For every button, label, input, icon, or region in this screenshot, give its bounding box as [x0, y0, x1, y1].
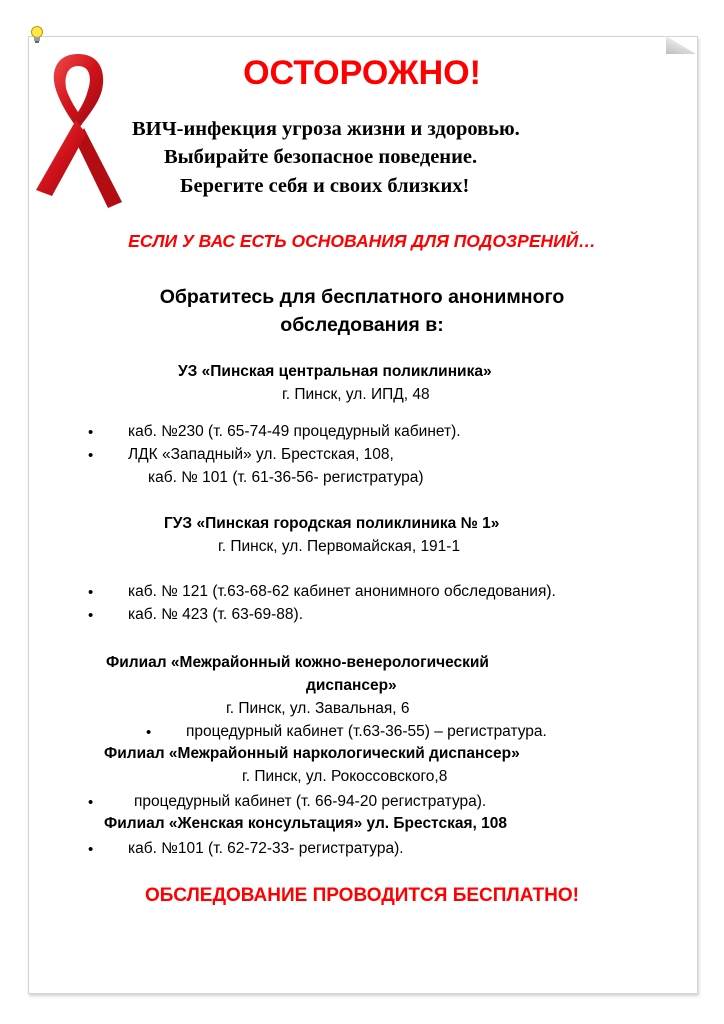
- contact-heading-line: обследования в:: [280, 314, 444, 336]
- office-item: каб. №230 (т. 65-74-49 процедурный кабинет).: [128, 423, 461, 440]
- facility-address: г. Пинск, ул. Рокоссовского,8: [242, 768, 448, 785]
- facility-address: г. Пинск, ул. Завальная, 6: [226, 700, 410, 717]
- bullet-icon: •: [88, 841, 94, 858]
- facility-name: ГУЗ «Пинская городская поликлиника № 1»: [164, 515, 500, 532]
- facility-address: г. Пинск, ул. ИПД, 48: [282, 386, 430, 403]
- bullet-icon: •: [146, 724, 152, 741]
- office-item: процедурный кабинет (т. 66-94-20 регистратура).: [134, 793, 487, 810]
- contact-heading: [0, 283, 724, 339]
- slogan-line: Берегите себя и своих близких!: [180, 175, 470, 197]
- slogan-line: ВИЧ-инфекция угроза жизни и здоровью.: [132, 118, 520, 140]
- office-item: процедурный кабинет (т.63-36-55) – регистратура.: [186, 723, 547, 740]
- office-item: каб. №101 (т. 62-72-33- регистратура).: [128, 840, 404, 857]
- free-exam-notice: ОБСЛЕДОВАНИЕ ПРОВОДИТСЯ БЕСПЛАТНО!: [145, 885, 579, 906]
- office-item: ЛДК «Западный» ул. Брестская, 108,: [128, 446, 394, 463]
- suspicion-heading: ЕСЛИ У ВАС ЕСТЬ ОСНОВАНИЯ ДЛЯ ПОДОЗРЕНИЙ…: [128, 231, 596, 251]
- office-item: каб. № 121 (т.63-68-62 кабинет анонимного обследования).: [128, 583, 556, 600]
- bullet-icon: •: [88, 424, 94, 441]
- office-item-continuation: каб. № 101 (т. 61-36-56- регистратура): [148, 469, 424, 486]
- facility-name: УЗ «Пинская центральная поликлиника»: [178, 363, 492, 380]
- facility-name: Филиал «Женская консультация» ул. Брестская, 108: [104, 815, 507, 832]
- office-item: каб. № 423 (т. 63-69-88).: [128, 606, 304, 623]
- bullet-icon: •: [88, 794, 94, 811]
- slogan-line: Выбирайте безопасное поведение.: [164, 146, 478, 168]
- facility-address: г. Пинск, ул. Первомайская, 191-1: [218, 538, 461, 555]
- contact-heading-line: Обратитесь для бесплатного анонимного: [159, 286, 565, 308]
- facility-name: Филиал «Межрайонный наркологический диспансер»: [104, 745, 520, 762]
- facility-name-continuation: диспансер»: [306, 677, 397, 694]
- bullet-icon: •: [88, 447, 94, 464]
- lightbulb-icon: [30, 24, 44, 46]
- poster-title: ОСТОРОЖНО!: [243, 54, 481, 92]
- bullet-icon: •: [88, 607, 94, 624]
- bullet-icon: •: [88, 584, 94, 601]
- facility-name: Филиал «Межрайонный кожно-венерологический: [106, 654, 489, 671]
